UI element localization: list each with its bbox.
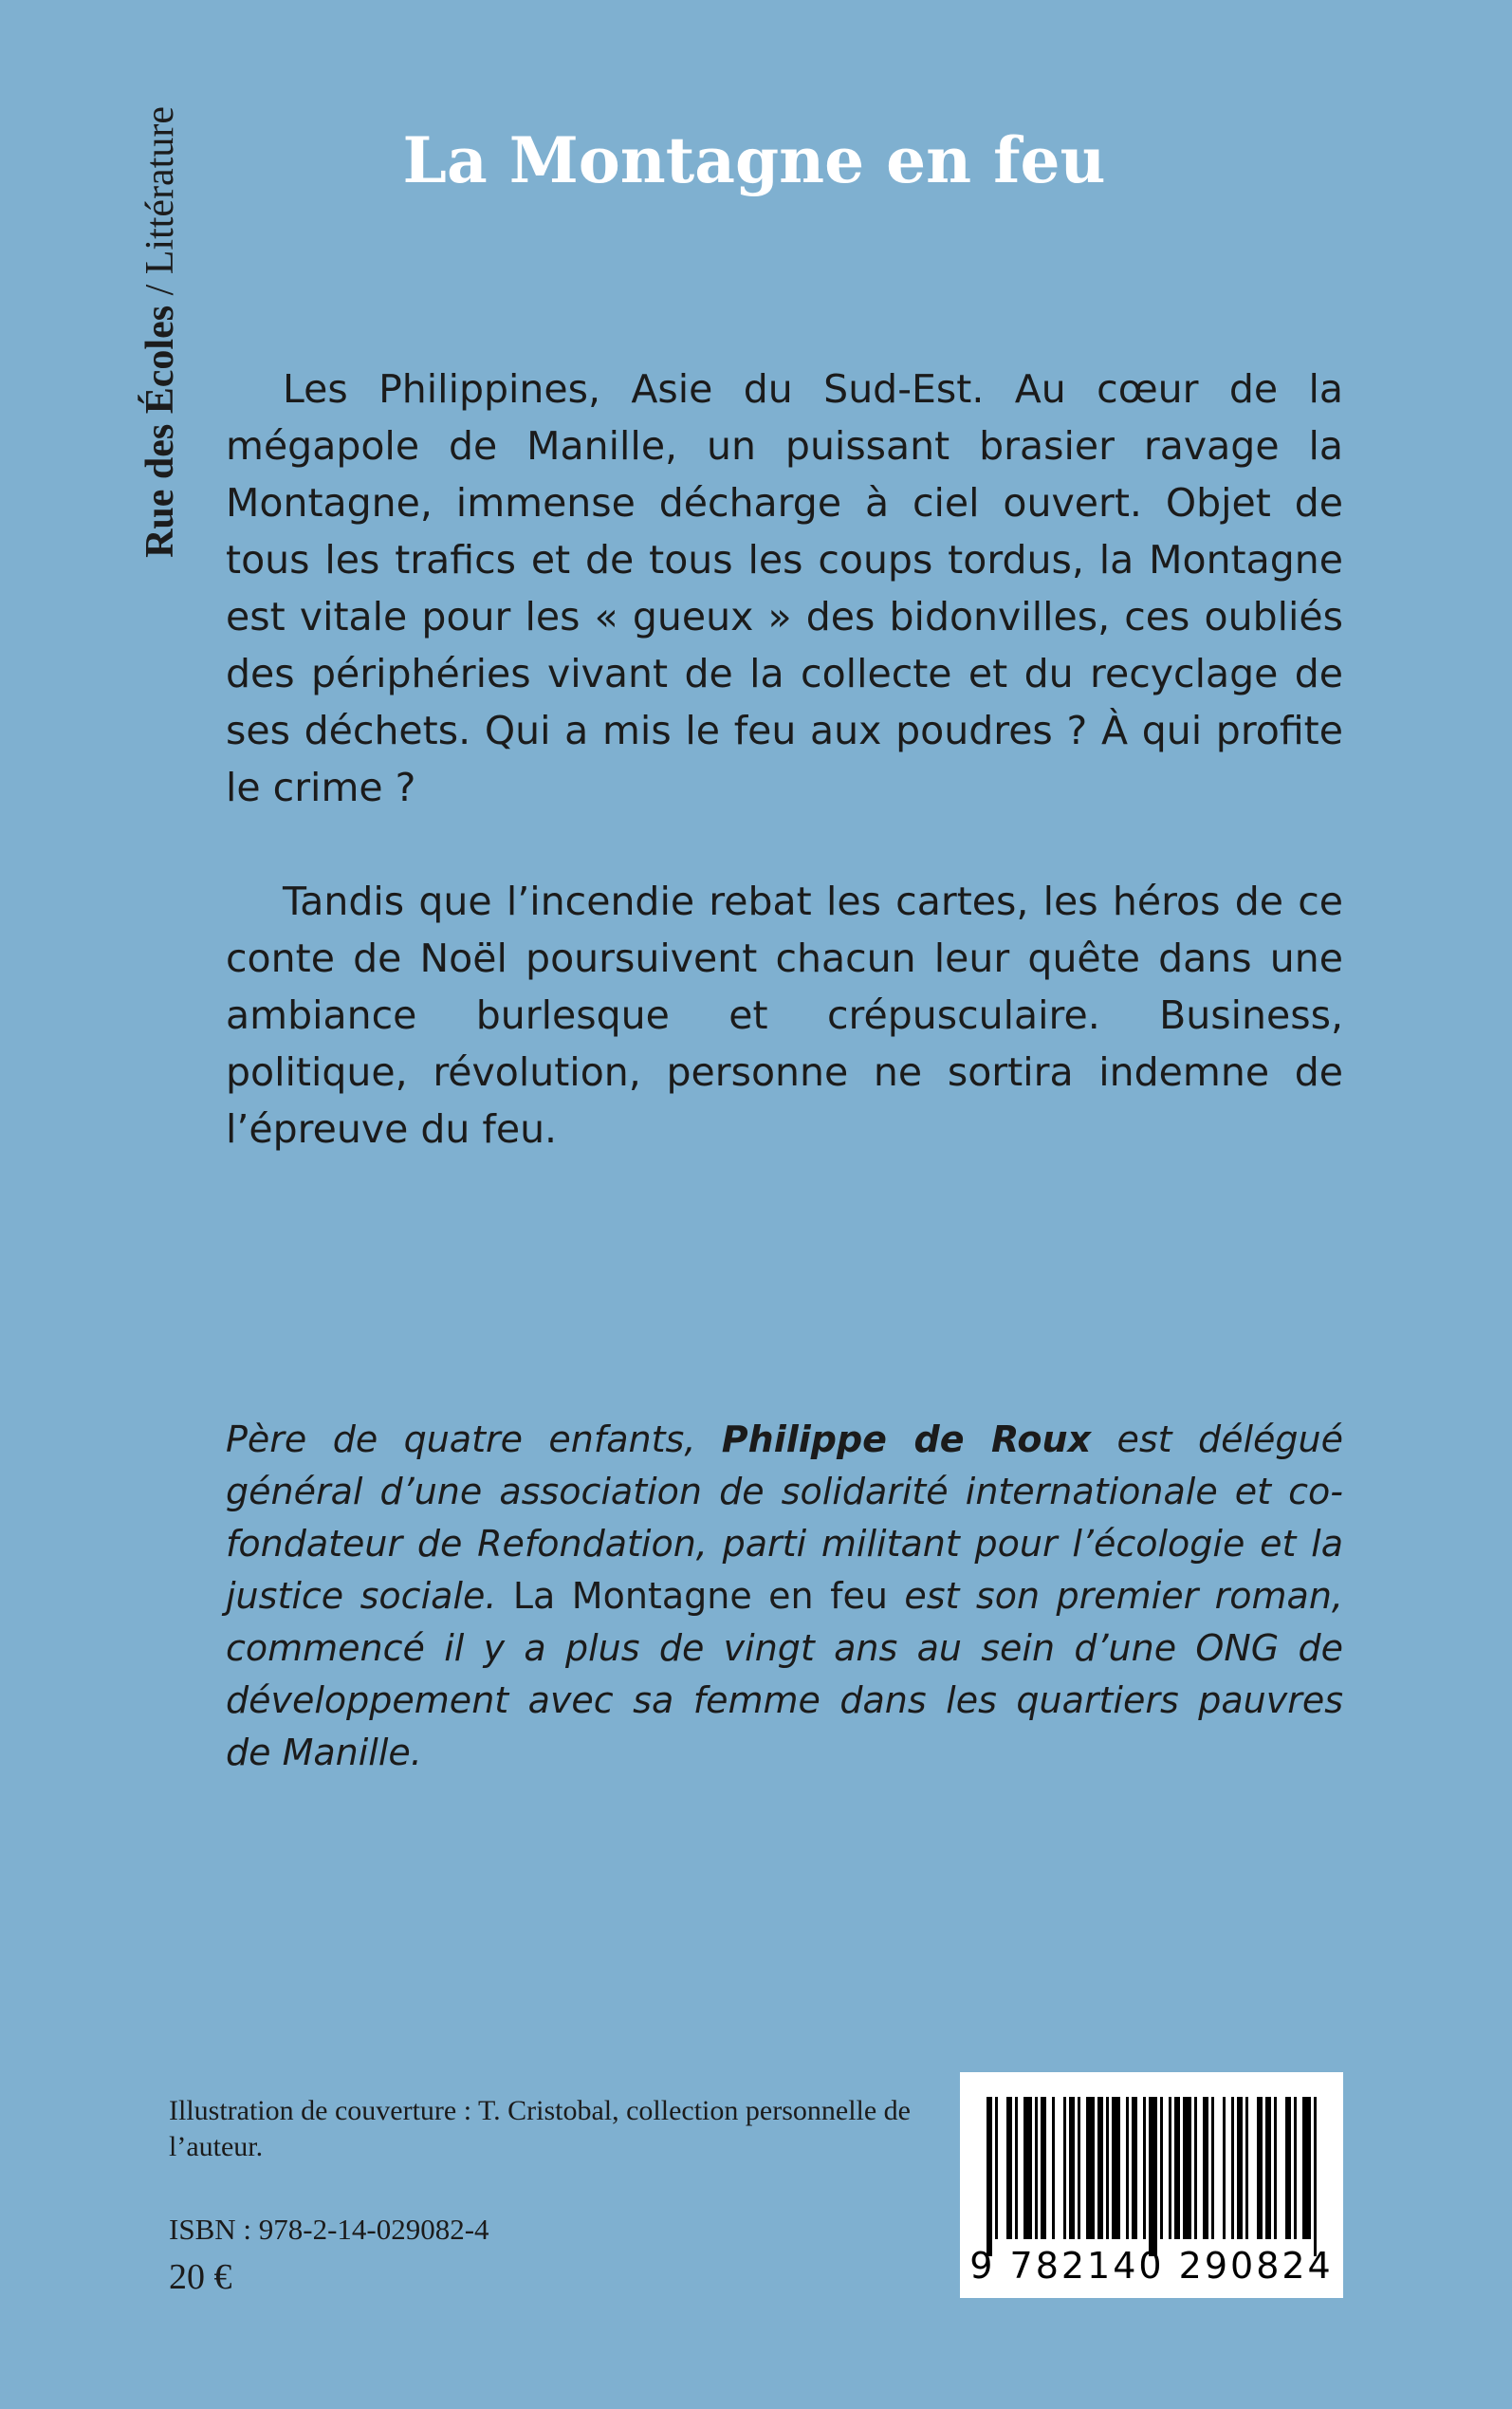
isbn: ISBN : 978-2-14-029082-4 <box>169 2213 489 2246</box>
barcode-bar <box>1203 2097 1208 2239</box>
bio-part-2: est délégué général d’une association de solidarité internationale et co-fondateur de Refondation, parti militant pour l’écologie et la justice sociale. <box>226 1418 1343 1617</box>
barcode-bar <box>1112 2097 1120 2239</box>
spine-separator: / <box>138 274 182 306</box>
barcode-bar <box>1237 2097 1243 2239</box>
barcode-bar <box>1183 2097 1191 2239</box>
barcode-bar <box>1314 2097 1317 2256</box>
author-bio <box>226 1414 1343 1779</box>
barcode-bar <box>995 2097 998 2239</box>
barcode-bar <box>1285 2097 1291 2239</box>
barcode-bar <box>1223 2097 1226 2239</box>
barcode-bar <box>1023 2097 1032 2239</box>
barcode-bar <box>1106 2097 1109 2239</box>
barcode-bar <box>1149 2097 1157 2256</box>
barcode-bar <box>1302 2097 1311 2239</box>
barcode-bar <box>1078 2097 1080 2239</box>
bio-title-ref: La Montagne en feu <box>512 1575 888 1617</box>
barcode-bar <box>1274 2097 1277 2239</box>
barcode-bar <box>1211 2097 1214 2239</box>
barcode-bar <box>1069 2097 1075 2239</box>
category-name: Littérature <box>138 106 182 275</box>
barcode-bar <box>1063 2097 1066 2239</box>
blurb-paragraph-1: Les Philippines, Asie du Sud-Est. Au cœur de la mégapole de Manille, un puissant brasier ravage la Montagne, immense décharge à ciel ouvert. Objet de tous les trafics et de tous les coups tordus, la Montagne est vitale pour les « gueux » des bidonvilles, ces oubliés des périphéries vivant de la collecte et du recyclage de ses déchets. Qui a mis le feu aux poudres ? À qui profite le crime ? <box>226 366 1343 810</box>
barcode-bar <box>1245 2097 1248 2239</box>
barcode-bar <box>1126 2097 1129 2239</box>
barcode-bar <box>1169 2097 1171 2239</box>
illustration-credit: Illustration de couverture : T. Cristobal, collection personnelle de l’auteur. <box>169 2095 911 2162</box>
barcode <box>960 2072 1343 2298</box>
price: 20 € <box>169 2257 232 2297</box>
barcode-bar <box>1041 2097 1046 2239</box>
spine-label <box>138 106 194 666</box>
barcode-bar <box>1052 2097 1055 2239</box>
barcode-bar <box>1265 2097 1271 2239</box>
bio-part-3: est son premier roman, commencé il y a plus de vingt ans au sein d’une ONG de développement avec sa femme dans les quartiers pauvres de Manille. <box>226 1575 1344 1773</box>
collection-name: Rue des Écoles <box>138 305 182 558</box>
barcode-bar <box>1160 2097 1163 2239</box>
barcode-bar <box>1194 2097 1197 2239</box>
barcode-bar <box>1257 2097 1263 2239</box>
barcode-digits: 9 782140 290824 <box>969 2245 1334 2287</box>
barcode-bar <box>1143 2097 1146 2239</box>
barcode-bar <box>986 2097 992 2256</box>
barcode-bar <box>1006 2097 1012 2239</box>
barcode-bar <box>1086 2097 1095 2239</box>
barcode-bar <box>1015 2097 1018 2239</box>
bio-part-1: Père de quatre enfants, <box>226 1418 722 1460</box>
barcode-bar <box>1132 2097 1137 2239</box>
book-title: La Montagne en feu <box>402 123 1106 197</box>
blurb-paragraph-2: Tandis que l’incendie rebat les cartes, les héros de ce conte de Noël poursuivent chacun leur quête dans une ambiance burlesque et crépusculaire. Business, politique, révolution, personne ne sortira indemne de l’épreuve du feu. <box>226 879 1343 1152</box>
barcode-bar <box>1294 2097 1297 2239</box>
barcode-bar <box>1231 2097 1234 2239</box>
author-name: Philippe de Roux <box>721 1418 1092 1460</box>
barcode-bar <box>1174 2097 1180 2239</box>
barcode-bar <box>1097 2097 1103 2239</box>
blurb <box>226 361 1343 1158</box>
barcode-bar <box>1035 2097 1038 2239</box>
